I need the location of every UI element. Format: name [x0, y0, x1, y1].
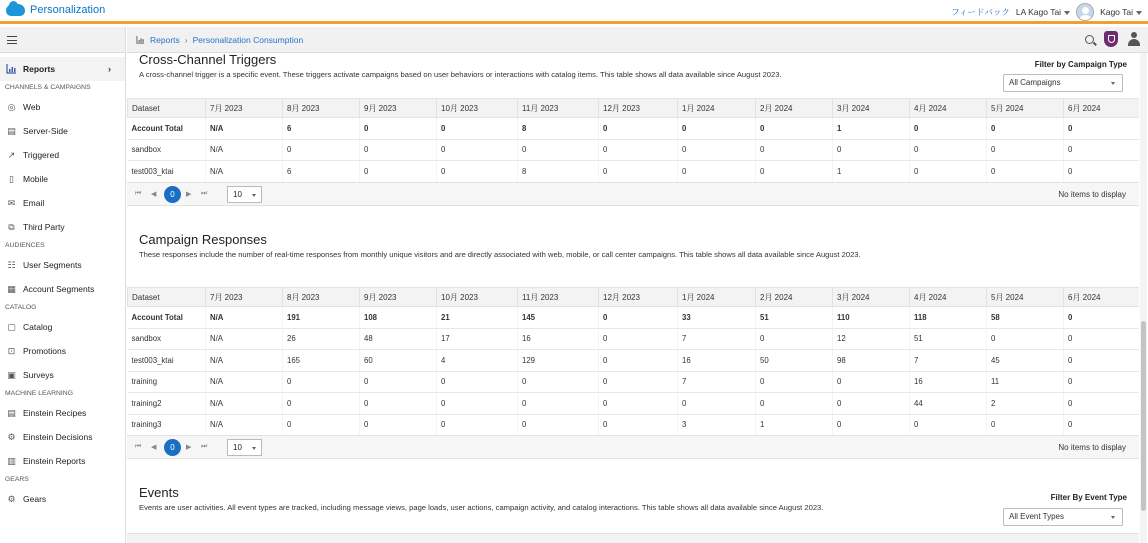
menu-toggle[interactable] [0, 27, 125, 53]
mobile-icon: ▯ [9, 173, 14, 184]
sidebar-item-gears[interactable] [0, 487, 125, 511]
value-cell: 0 [360, 139, 437, 161]
value-cell: 0 [518, 371, 599, 393]
event-filter-label: Filter By Event Type [1050, 493, 1127, 502]
table-row [128, 139, 1140, 161]
server-icon: ▤ [7, 125, 16, 136]
column-header[interactable]: 10月 2023 [437, 288, 518, 307]
column-header[interactable]: 6月 2024 [1064, 288, 1140, 307]
value-cell: 11 [987, 371, 1064, 393]
header-icons [1085, 31, 1140, 47]
value-cell: 0 [678, 139, 756, 161]
value-cell: 0 [360, 371, 437, 393]
last-page-icon[interactable]: ⏭ [201, 190, 208, 197]
table-row [128, 118, 1140, 140]
table-row [128, 393, 1140, 415]
sidebar-item-label: Einstein Reports [23, 456, 86, 466]
sidebar-item-label: Email [23, 198, 45, 208]
chevron-right-icon: › [108, 64, 111, 74]
top-bar [0, 0, 1148, 24]
column-header[interactable]: Dataset [128, 99, 206, 118]
dataset-cell: test003_ktai [128, 161, 206, 183]
dataset-cell: sandbox [128, 139, 206, 161]
trigger-icon: ↗ [7, 149, 16, 160]
column-header[interactable]: 12月 2023 [599, 99, 678, 118]
search-icon[interactable] [1085, 35, 1094, 44]
globe-icon: ◎ [7, 101, 16, 112]
value-cell: 0 [283, 393, 360, 415]
value-cell: 0 [360, 161, 437, 183]
sidebar-item-einstein-reports[interactable] [0, 449, 125, 473]
column-header[interactable]: 11月 2023 [518, 288, 599, 307]
value-cell: 0 [437, 118, 518, 140]
value-cell: 0 [360, 414, 437, 436]
value-cell: 0 [1064, 393, 1140, 415]
value-cell: 45 [987, 350, 1064, 372]
sidebar-sections [0, 81, 125, 511]
brand[interactable] [6, 4, 105, 16]
sidebar-item-label: Reports [23, 64, 56, 74]
sidebar-section-label: MACHINE LEARNING [5, 390, 73, 397]
value-cell: 0 [437, 414, 518, 436]
next-page-icon[interactable]: ▶ [186, 191, 192, 198]
value-cell: 0 [518, 393, 599, 415]
scrollbar[interactable] [1140, 53, 1147, 543]
sidebar-item-promotions[interactable] [0, 339, 125, 363]
last-page-icon[interactable]: ⏭ [201, 443, 208, 450]
prev-page-icon[interactable]: ◀ [151, 191, 157, 198]
value-cell: 0 [360, 118, 437, 140]
value-cell: 0 [599, 328, 678, 350]
value-cell: 0 [283, 371, 360, 393]
event-type-value: All Event Types [1009, 512, 1064, 521]
column-header[interactable]: 5月 2024 [987, 288, 1064, 307]
first-page-icon[interactable]: ⏮ [135, 443, 142, 450]
column-header[interactable]: 2月 2024 [756, 288, 833, 307]
value-cell: 0 [987, 328, 1064, 350]
bar-chart-icon [136, 36, 145, 44]
value-cell: 0 [756, 328, 833, 350]
shield-icon[interactable] [1104, 31, 1118, 47]
value-cell: 0 [833, 414, 910, 436]
account-switcher[interactable] [1016, 7, 1070, 17]
value-cell: 0 [437, 371, 518, 393]
brand-name: Personalization [30, 4, 106, 16]
sidebar [0, 27, 126, 543]
value-cell: 0 [910, 414, 987, 436]
bar-chart-icon [6, 64, 17, 75]
value-cell: 17 [437, 328, 518, 350]
dataset-cell: sandbox [128, 328, 206, 350]
user-menu[interactable] [1100, 7, 1142, 17]
campaign-responses-description: These responses include the number of real-time responses from monthly unique visitors and are directly associated with web, mobile, or call center campaigns. This table shows all data available since August 2023. [139, 250, 861, 259]
email-icon: ✉ [7, 197, 16, 208]
value-cell: 0 [599, 118, 678, 140]
value-cell: 6 [283, 118, 360, 140]
table-row [128, 307, 1140, 329]
sidebar-item-label: Catalog [23, 322, 53, 332]
sidebar-item-label: Triggered [23, 150, 60, 160]
scroll-thumb[interactable] [1141, 321, 1146, 511]
column-header[interactable]: 12月 2023 [599, 288, 678, 307]
surveys-icon: ▣ [7, 369, 16, 380]
sidebar-item-label: Account Segments [23, 284, 95, 294]
page-size-select[interactable] [227, 186, 262, 203]
value-cell: 0 [987, 139, 1064, 161]
value-cell: 0 [756, 371, 833, 393]
value-cell: 0 [283, 139, 360, 161]
sidebar-section-label: CATALOG [5, 304, 37, 311]
no-items-text: No items to display [1058, 443, 1126, 452]
column-header[interactable]: 8月 2023 [283, 288, 360, 307]
chevron-down-icon [1136, 11, 1142, 15]
events-title: Events [139, 485, 179, 500]
dataset-cell: Account Total [128, 307, 206, 329]
value-cell: 48 [360, 328, 437, 350]
sidebar-item-label: Gears [23, 494, 47, 504]
sidebar-item-user-segments[interactable] [0, 253, 125, 277]
value-cell: 58 [987, 307, 1064, 329]
value-cell: 7 [678, 328, 756, 350]
sidebar-item-label: Surveys [23, 370, 54, 380]
account-segments-icon: ▦ [7, 283, 16, 294]
value-cell: N/A [206, 371, 283, 393]
value-cell: N/A [206, 393, 283, 415]
dataset-cell: training3 [128, 414, 206, 436]
value-cell: 108 [360, 307, 437, 329]
next-page-icon[interactable]: ▶ [186, 444, 192, 451]
chevron-down-icon [252, 194, 256, 197]
promotions-icon: ⊡ [7, 345, 16, 356]
column-header[interactable]: 6月 2024 [1064, 99, 1140, 118]
value-cell: 44 [910, 393, 987, 415]
sidebar-item-triggered[interactable] [0, 143, 125, 167]
value-cell: 6 [283, 161, 360, 183]
value-cell: 0 [910, 118, 987, 140]
column-header[interactable]: 7月 2023 [206, 99, 283, 118]
value-cell: 0 [833, 371, 910, 393]
value-cell: 0 [518, 414, 599, 436]
sidebar-item-reports[interactable] [0, 57, 125, 81]
sidebar-item-label: Third Party [23, 222, 65, 232]
campaign-responses-table [127, 287, 1139, 436]
sidebar-item-einstein-decisions[interactable] [0, 425, 125, 449]
sidebar-section-label: AUDIENCES [5, 242, 45, 249]
account-label: LA Kago Tai [1015, 7, 1062, 17]
sidebar-item-label: Web [23, 102, 41, 112]
value-cell: 60 [360, 350, 437, 372]
column-header[interactable]: 2月 2024 [756, 99, 833, 118]
value-cell: 0 [910, 139, 987, 161]
value-cell: 191 [283, 307, 360, 329]
chevron-down-icon [1111, 82, 1115, 85]
table-row [128, 414, 1140, 436]
breadcrumb [136, 35, 303, 45]
current-page[interactable]: 0 [164, 186, 181, 203]
column-header[interactable]: 1月 2024 [678, 99, 756, 118]
column-header[interactable]: 5月 2024 [987, 99, 1064, 118]
value-cell: 118 [910, 307, 987, 329]
value-cell: 0 [599, 350, 678, 372]
value-cell: 145 [518, 307, 599, 329]
sidebar-item-web[interactable] [0, 95, 125, 119]
hamburger-icon [7, 36, 17, 44]
value-cell: 0 [599, 139, 678, 161]
sidebar-item-einstein-recipes[interactable] [0, 401, 125, 425]
value-cell: 0 [1064, 350, 1140, 372]
current-page[interactable]: 0 [164, 439, 181, 456]
column-header[interactable]: 7月 2023 [206, 288, 283, 307]
recipes-icon: ▤ [7, 407, 16, 418]
value-cell: 0 [518, 139, 599, 161]
value-cell: 33 [678, 307, 756, 329]
value-cell: 12 [833, 328, 910, 350]
page-size-select[interactable] [227, 439, 262, 456]
sub-header [127, 27, 1148, 53]
sidebar-item-label: User Segments [23, 260, 82, 270]
value-cell: 0 [599, 161, 678, 183]
value-cell: N/A [206, 139, 283, 161]
column-header[interactable]: 9月 2023 [360, 288, 437, 307]
first-page-icon[interactable]: ⏮ [135, 190, 142, 197]
gear-icon: ⚙ [7, 493, 16, 504]
top-right-controls [951, 2, 1142, 22]
value-cell: 0 [360, 393, 437, 415]
breadcrumb-reports[interactable]: Reports [150, 35, 180, 45]
column-header[interactable]: 4月 2024 [910, 288, 987, 307]
value-cell: 0 [599, 307, 678, 329]
dataset-cell: training2 [128, 393, 206, 415]
value-cell: 8 [518, 118, 599, 140]
value-cell: 7 [910, 350, 987, 372]
dataset-cell: test003_ktai [128, 350, 206, 372]
sidebar-item-server-side[interactable] [0, 119, 125, 143]
value-cell: 50 [756, 350, 833, 372]
breadcrumb-current[interactable]: Personalization Consumption [192, 35, 304, 45]
dataset-cell: Account Total [128, 118, 206, 140]
value-cell: 0 [756, 139, 833, 161]
value-cell: 0 [987, 414, 1064, 436]
value-cell: 16 [678, 350, 756, 372]
sidebar-section-label: GEARS [5, 476, 29, 483]
value-cell: 0 [1064, 371, 1140, 393]
value-cell: 2 [987, 393, 1064, 415]
cross-channel-description: A cross-channel trigger is a specific event. These triggers activate campaigns based on user behaviors or interactions with catalog items. This table shows all data available since August 2023. [139, 70, 782, 79]
value-cell: 98 [833, 350, 910, 372]
column-header[interactable]: 3月 2024 [833, 288, 910, 307]
chevron-down-icon [1064, 11, 1070, 15]
table-row [128, 161, 1140, 183]
sidebar-section-label: CHANNELS & CAMPAIGNS [5, 84, 91, 91]
column-header[interactable]: 1月 2024 [678, 288, 756, 307]
sidebar-item-account-segments[interactable] [0, 277, 125, 301]
table-row [128, 371, 1140, 393]
catalog-icon: ▢ [7, 321, 16, 332]
user-segments-icon: ☷ [7, 259, 16, 270]
value-cell: 21 [437, 307, 518, 329]
value-cell: 0 [1064, 307, 1140, 329]
cross-channel-title: Cross-Channel Triggers [139, 53, 277, 67]
column-header[interactable]: 3月 2024 [833, 99, 910, 118]
chevron-down-icon [1111, 516, 1115, 519]
value-cell: 0 [1064, 328, 1140, 350]
value-cell: 0 [678, 118, 756, 140]
value-cell: 0 [599, 371, 678, 393]
campaign-type-value: All Campaigns [1009, 78, 1061, 87]
feedback-link[interactable]: フィードバック [951, 7, 1010, 17]
value-cell: 129 [518, 350, 599, 372]
avatar[interactable] [1076, 3, 1094, 21]
table-header-row [128, 288, 1140, 307]
cross-channel-pager [127, 182, 1139, 206]
value-cell: N/A [206, 161, 283, 183]
value-cell: 0 [987, 118, 1064, 140]
column-header[interactable]: 8月 2023 [283, 99, 360, 118]
campaign-responses-pager [127, 435, 1139, 459]
no-items-text: No items to display [1058, 190, 1126, 199]
sidebar-item-label: Promotions [23, 346, 66, 356]
events-table-header [127, 533, 1139, 543]
sidebar-item-label: Einstein Decisions [23, 432, 93, 442]
value-cell: 0 [756, 161, 833, 183]
page-size-value: 10 [233, 190, 242, 199]
value-cell: 0 [1064, 139, 1140, 161]
sidebar-item-label: Mobile [23, 174, 49, 184]
events-description: Events are user activities. All event types are tracked, including message views, page loads, user actions, campaign activity, and catalog interactions. This table shows all data available since August 2023. [139, 503, 824, 512]
campaign-type-select[interactable] [1003, 74, 1123, 92]
value-cell: 0 [437, 161, 518, 183]
column-header[interactable]: 11月 2023 [518, 99, 599, 118]
table-row [128, 350, 1140, 372]
value-cell: 0 [283, 414, 360, 436]
value-cell: 1 [833, 161, 910, 183]
value-cell: 0 [833, 393, 910, 415]
value-cell: 110 [833, 307, 910, 329]
value-cell: 1 [756, 414, 833, 436]
value-cell: 0 [910, 161, 987, 183]
einstein-reports-icon: ▥ [7, 455, 16, 466]
value-cell: N/A [206, 414, 283, 436]
value-cell: 165 [283, 350, 360, 372]
third-party-icon: ⧉ [8, 221, 15, 232]
user-name: Kago Tai [1100, 7, 1133, 17]
campaign-filter-label: Filter by Campaign Type [1034, 60, 1127, 69]
page-size-value: 10 [233, 443, 242, 452]
value-cell: 0 [437, 393, 518, 415]
sidebar-item-label: Server-Side [23, 126, 68, 136]
sidebar-item-email[interactable] [0, 191, 125, 215]
value-cell: 0 [1064, 414, 1140, 436]
campaign-responses-title: Campaign Responses [139, 232, 267, 247]
chevron-down-icon [252, 447, 256, 450]
value-cell: 0 [599, 393, 678, 415]
value-cell: 0 [1064, 118, 1140, 140]
table-row [128, 328, 1140, 350]
value-cell: 3 [678, 414, 756, 436]
sidebar-item-catalog[interactable] [0, 315, 125, 339]
prev-page-icon[interactable]: ◀ [151, 444, 157, 451]
cross-channel-table [127, 98, 1139, 183]
value-cell: 0 [678, 161, 756, 183]
column-header[interactable]: 4月 2024 [910, 99, 987, 118]
value-cell: N/A [206, 350, 283, 372]
salesforce-cloud-icon [6, 4, 25, 16]
value-cell: 1 [833, 118, 910, 140]
value-cell: 0 [756, 393, 833, 415]
value-cell: 0 [987, 161, 1064, 183]
value-cell: 16 [518, 328, 599, 350]
value-cell: 51 [910, 328, 987, 350]
breadcrumb-separator: › [184, 35, 188, 45]
user-icon[interactable] [1128, 32, 1140, 46]
column-header[interactable]: 10月 2023 [437, 99, 518, 118]
main-content [127, 53, 1139, 543]
value-cell: 0 [599, 414, 678, 436]
sidebar-item-third-party[interactable] [0, 215, 125, 239]
sidebar-item-surveys[interactable] [0, 363, 125, 387]
column-header[interactable]: Dataset [128, 288, 206, 307]
value-cell: 26 [283, 328, 360, 350]
value-cell: 0 [833, 139, 910, 161]
value-cell: 0 [437, 139, 518, 161]
value-cell: 8 [518, 161, 599, 183]
value-cell: 4 [437, 350, 518, 372]
value-cell: 0 [756, 118, 833, 140]
value-cell: 0 [1064, 161, 1140, 183]
event-type-select[interactable] [1003, 508, 1123, 526]
value-cell: 51 [756, 307, 833, 329]
column-header[interactable]: 9月 2023 [360, 99, 437, 118]
value-cell: N/A [206, 328, 283, 350]
sidebar-item-mobile[interactable] [0, 167, 125, 191]
sidebar-item-label: Einstein Recipes [23, 408, 87, 418]
dataset-cell: training [128, 371, 206, 393]
table-header-row [128, 99, 1140, 118]
value-cell: N/A [206, 307, 283, 329]
decisions-icon: ⚙ [7, 431, 16, 442]
value-cell: 0 [678, 393, 756, 415]
value-cell: 7 [678, 371, 756, 393]
value-cell: N/A [206, 118, 283, 140]
value-cell: 16 [910, 371, 987, 393]
